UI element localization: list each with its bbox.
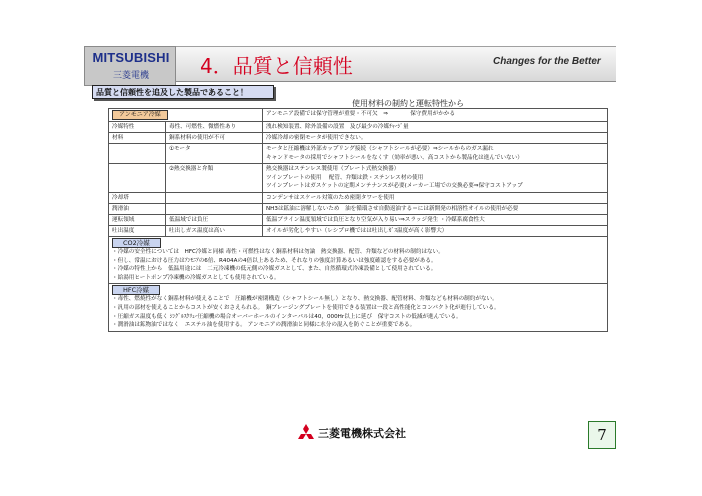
row-text-line: ツインプレートの使用 配管、弁類は鉄・ステンレス材の使用 (266, 174, 424, 181)
table-row (109, 164, 608, 193)
subtitle-box: 品質と信頼性を追及した製品であること！ (92, 85, 274, 99)
slide-title: 4．品質と信頼性 (200, 54, 353, 78)
row-text: 冷媒冷却の密閉モータが使用できない。 (263, 133, 608, 144)
hfc-cell (109, 284, 608, 331)
co2-line: ・冷媒の安全性については HFC冷媒と同様 毒性・可燃性はなく銅系材料は勿論 熱交換器、配管、弁類などの材料の制約はない。 (112, 248, 444, 255)
row-text-line: モータと圧縮機は外部カップリング接続（シャフトシールが必要）⇒シールからのガス漏れ (266, 146, 494, 152)
row-text: 洩れ検知装置、除外設備の設置 及び最少の冷媒ﾁｬｰｼﾞ量 (263, 122, 608, 133)
tagline: Changes for the Better (493, 56, 601, 67)
row-label: 冷媒特性 (109, 122, 166, 133)
row-label: 運転領域 (109, 214, 166, 225)
co2-line: ・給湯用ヒートポンプ冷凍機の冷媒ガスとしても使用されている。 (112, 274, 280, 281)
mitsubishi-logo (84, 46, 176, 86)
table-row (109, 144, 608, 164)
table-row (109, 225, 608, 236)
row-text-line: キャンドモータの採用でシャフトシールをなくす（効率が悪い、高コストから製品化は進んでいない） (266, 154, 523, 161)
comparison-table (108, 108, 608, 332)
row-sub: 低温域では負圧 (166, 214, 263, 225)
table-caption: 使用材料の制約と運転特性から (352, 99, 464, 108)
row-label: 吐出温度 (109, 225, 166, 236)
logo-main-text: MITSUBISHI (92, 50, 170, 65)
ammonia-head-note: アンモニア設備では保守管理が重要・不可欠 ⇒ 保守費用がかかる (263, 109, 608, 122)
table-row (109, 122, 608, 133)
row-label: 潤滑油 (109, 203, 166, 214)
row-text: オイルが劣化しやすい（レシプロ機ではは吐出しｶﾞｽ温度が高く影響大） (263, 225, 608, 236)
ammonia-label-cell (109, 109, 263, 122)
row-text: コンデンサはスケール対策のため密閉タワーを使用 (263, 192, 608, 203)
ammonia-label: アンモニア冷媒 (112, 110, 168, 120)
hfc-line: ・汎用の部材を使えることからコストが安くおさえられる。 銅ブレージングプレートを使用できる装置は一段と高性能化とコンパクト化が進行している。 (112, 304, 500, 311)
row-label (109, 144, 166, 164)
ammonia-header-row (109, 109, 608, 122)
hfc-section (109, 284, 608, 331)
row-sub: 毒性、可燃性、微燃性あり (166, 122, 263, 133)
hfc-label: HFC冷媒 (112, 285, 160, 295)
table-row (109, 214, 608, 225)
row-label: 材料 (109, 133, 166, 144)
row-sub: ①モータ (166, 144, 263, 164)
co2-label: CO2冷媒 (112, 238, 161, 248)
three-diamonds-logo-icon (296, 424, 316, 442)
row-label (109, 164, 166, 193)
table-row (109, 203, 608, 214)
hfc-line: ・毒性、燃焼性がなく銅系材料が使えることで 圧縮機が密閉構造（シャフトシール無し）となり、熱交換器、配管材料、弁類なども材料の制約がない。 (112, 296, 498, 303)
row-sub: 吐出しガス温度は高い (166, 225, 263, 236)
table-row (109, 133, 608, 144)
co2-cell (109, 236, 608, 283)
co2-line: ・冷媒の特性上から 低温用途には 二元冷凍機の低元側の冷媒ガスとして、また、自然循環式冷凍設備として使用されている。 (112, 266, 437, 273)
hfc-line: ・圧縮ガス温度も低く ｼﾝｸﾞﾙｽｸﾘｭｰ圧縮機の場合オーバーホールのインターバルは40，000Hr以上に延び 保守コストの低減が進んでいる。 (112, 313, 462, 320)
page-number: 7 (588, 421, 616, 449)
hfc-line: ・潤滑油は鉱物油ではなく エステル油を使用する。 アンモニアの潤滑油と同様に水分の混入を防ぐことが重要である。 (112, 322, 416, 329)
footer-company-name: 三菱電機株式会社 (318, 427, 406, 440)
table-row (109, 192, 608, 203)
row-text (263, 164, 608, 193)
row-text: NH3は鉱油に溶解しないため 油を循環させ自動返油する＝には新開発の相溶性オイルの使用が必要 (263, 203, 608, 214)
row-sub (166, 192, 263, 203)
row-text: 低温ブライン温度領域では負圧となり空気が入り易い⇒スラッジ発生 ・冷媒系腐食性大 (263, 214, 608, 225)
logo-sub-text: 三菱電機 (112, 71, 149, 81)
row-sub (166, 203, 263, 214)
row-text-line: 熱交換器はステンレス製使用（プレート式熱交換器） (266, 166, 400, 173)
co2-line: ・但し、常温における圧力はｱﾝﾓﾆｱの6倍、R404Aの4倍以上あるため、それなりの強度計算あるいは強度確認をする必要がある。 (112, 257, 437, 264)
row-sub: 銅系材料の使用が不可 (166, 133, 263, 144)
row-sub: ②熱交換器と弁類 (166, 164, 263, 193)
row-text-line: ツインプレートはガスケットの定期メンテナンスが必要(メーカー工場での交換必要⇒保守コストアップ (266, 183, 523, 190)
co2-section (109, 236, 608, 283)
row-label: 冷却塔 (109, 192, 166, 203)
row-text (263, 144, 608, 164)
